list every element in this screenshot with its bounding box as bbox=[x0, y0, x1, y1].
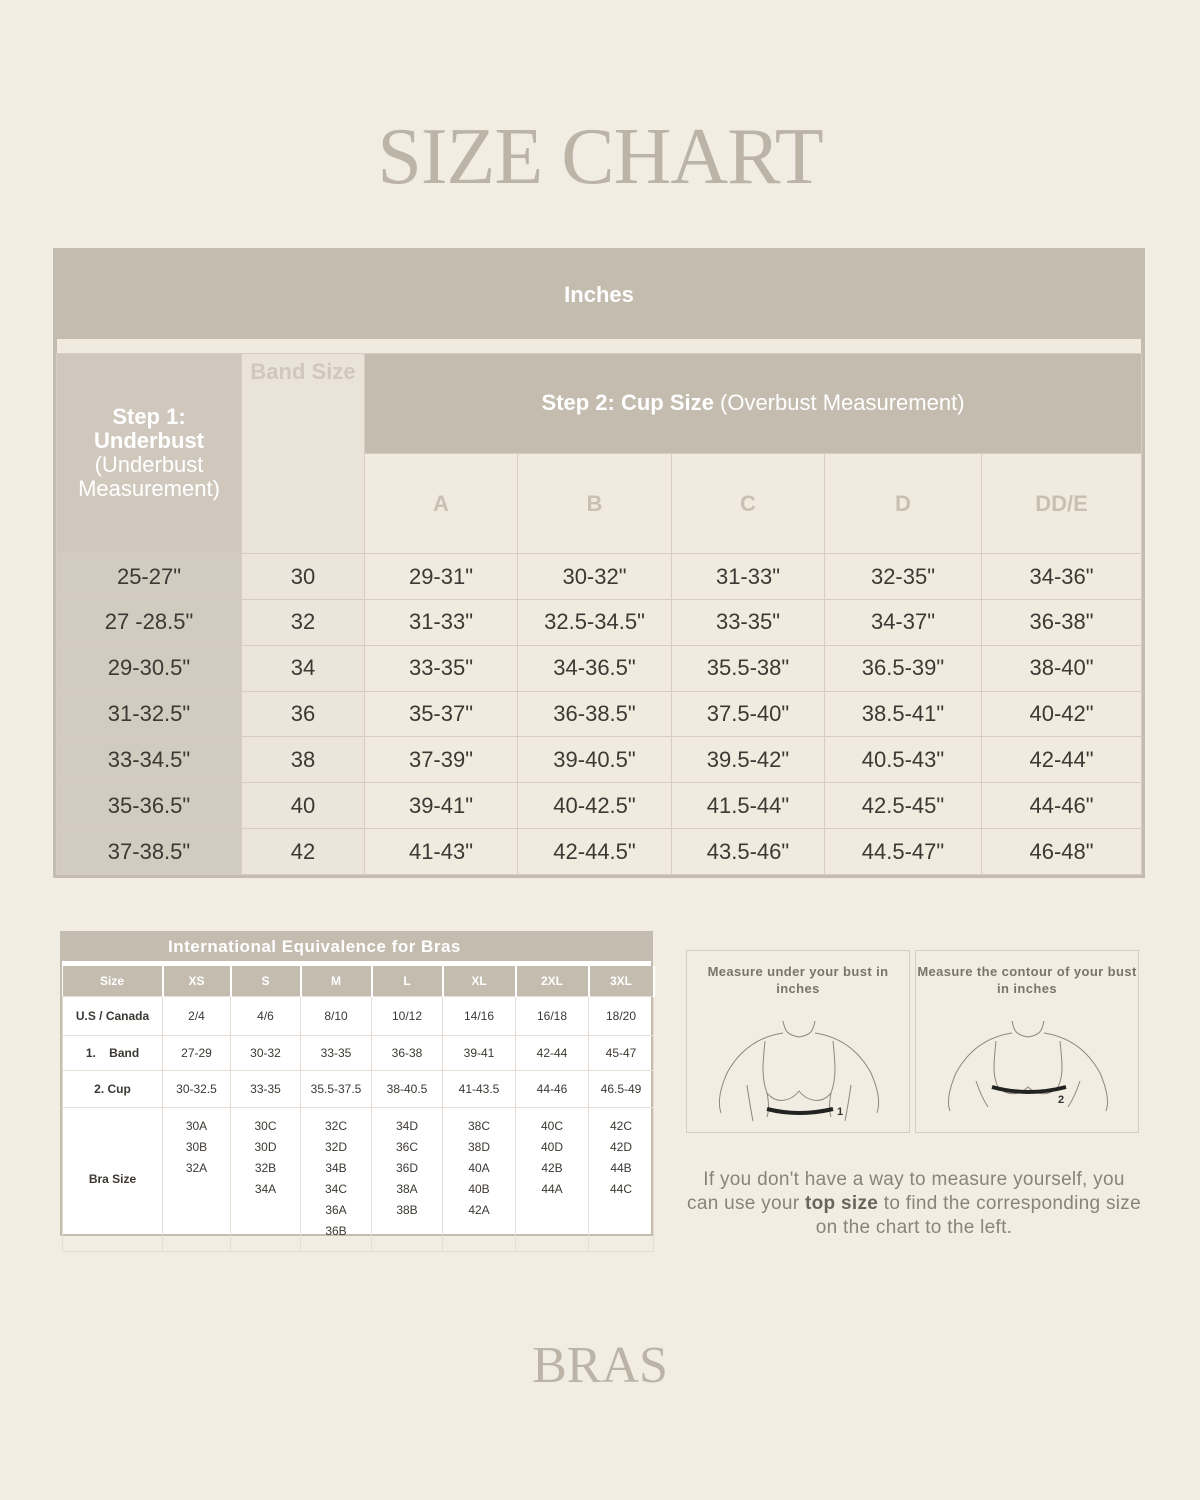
size-row bbox=[57, 645, 1142, 691]
cup-size-cell: 34-36.5" bbox=[518, 645, 672, 691]
step2-header bbox=[365, 353, 1142, 453]
intl-cell: 45-47 bbox=[589, 1036, 654, 1071]
intl-size-header: 2XL bbox=[516, 966, 589, 997]
band-size-cell: 38 bbox=[242, 737, 365, 783]
intl-cell: 42-44 bbox=[516, 1036, 589, 1071]
cup-size-cell: 32.5-34.5" bbox=[518, 599, 672, 645]
intl-cell: 39-41 bbox=[443, 1036, 516, 1071]
cup-header: B bbox=[518, 453, 672, 553]
cup-size-cell: 37.5-40" bbox=[672, 691, 825, 737]
intl-row-label: Bra Size bbox=[63, 1108, 163, 1252]
cup-size-cell: 39-40.5" bbox=[518, 737, 672, 783]
intl-cell: 41-43.5 bbox=[443, 1071, 516, 1108]
bra-size: 30B bbox=[185, 1140, 208, 1154]
note-text-end: to find the corresponding size on the chart to the left. bbox=[815, 1193, 1141, 1238]
cup-size-cell: 34-36" bbox=[982, 554, 1142, 600]
band-size-cell: 42 bbox=[242, 829, 365, 875]
intl-cell: 10/12 bbox=[372, 997, 443, 1036]
cup-size-cell: 41.5-44" bbox=[672, 783, 825, 829]
cup-size-cell: 43.5-46" bbox=[672, 829, 825, 875]
underbust-cell: 33-34.5" bbox=[57, 737, 242, 783]
intl-row bbox=[63, 1071, 654, 1108]
cup-size-cell: 46-48" bbox=[982, 829, 1142, 875]
note-emphasis: top size bbox=[805, 1193, 879, 1214]
bra-size: 34B bbox=[325, 1161, 347, 1175]
intl-cell: 14/16 bbox=[443, 997, 516, 1036]
intl-size-header: M bbox=[301, 966, 372, 997]
intl-cell: 8/10 bbox=[301, 997, 372, 1036]
bra-size: 36D bbox=[395, 1161, 418, 1175]
intl-cell: 46.5-49 bbox=[589, 1071, 654, 1108]
cup-size-cell: 38-40" bbox=[982, 645, 1142, 691]
size-row bbox=[57, 691, 1142, 737]
cup-size-cell: 29-31" bbox=[365, 554, 518, 600]
intl-row bbox=[63, 997, 654, 1036]
step2-subtitle: (Overbust Measurement) bbox=[720, 390, 965, 416]
intl-cell: 16/18 bbox=[516, 997, 589, 1036]
cup-header: DD/E bbox=[982, 453, 1142, 553]
bra-size: 42D bbox=[609, 1140, 632, 1154]
intl-row-label: 1. Band bbox=[63, 1036, 163, 1071]
intl-size-header: XS bbox=[163, 966, 231, 997]
bra-size: 32C bbox=[324, 1119, 347, 1133]
measure-underbust-box bbox=[686, 950, 910, 1133]
cup-header: D bbox=[825, 453, 982, 553]
bra-size: 34D bbox=[395, 1119, 418, 1133]
intl-cell: 35.5-37.5 bbox=[301, 1071, 372, 1108]
marker-label: 1 bbox=[837, 1106, 844, 1118]
bra-size: 40A bbox=[468, 1161, 490, 1175]
bra-size-cell bbox=[163, 1108, 231, 1252]
underbust-cell: 25-27" bbox=[57, 554, 242, 600]
unit-header: Inches bbox=[57, 252, 1142, 339]
note-text-start: If you don't have a way to measure yourself, you can use your bbox=[687, 1169, 1125, 1214]
intl-size-header: Size bbox=[63, 966, 163, 997]
bra-size: 34C bbox=[324, 1182, 347, 1196]
intl-size-header: 3XL bbox=[589, 966, 654, 997]
underbust-cell: 29-30.5" bbox=[57, 645, 242, 691]
cup-size-cell: 42-44.5" bbox=[518, 829, 672, 875]
cup-size-cell: 32-35" bbox=[825, 554, 982, 600]
step2-title: Step 2: Cup Size bbox=[541, 390, 714, 416]
marker-label: 2 bbox=[1058, 1094, 1065, 1106]
bra-size: 30A bbox=[185, 1119, 208, 1133]
cup-size-cell: 40-42" bbox=[982, 691, 1142, 737]
intl-cell: 44-46 bbox=[516, 1071, 589, 1108]
intl-cell: 38-40.5 bbox=[372, 1071, 443, 1108]
bra-size: 42B bbox=[541, 1161, 563, 1175]
cup-size-cell: 39.5-42" bbox=[672, 737, 825, 783]
step1-header bbox=[57, 353, 242, 553]
measure-caption: Measure under your bust in inches bbox=[707, 964, 889, 996]
bra-size: 44C bbox=[609, 1182, 632, 1196]
bra-size: 32A bbox=[185, 1161, 208, 1175]
intl-size-header: XL bbox=[443, 966, 516, 997]
cup-size-cell: 35.5-38" bbox=[672, 645, 825, 691]
category-footer: BRAS bbox=[532, 1337, 668, 1394]
cup-size-cell: 42.5-45" bbox=[825, 783, 982, 829]
bra-size-cell bbox=[231, 1108, 301, 1252]
cup-size-cell: 42-44" bbox=[982, 737, 1142, 783]
intl-cell: 30-32 bbox=[231, 1036, 301, 1071]
cup-header: A bbox=[365, 453, 518, 553]
intl-size-header: L bbox=[372, 966, 443, 997]
bra-size: 40C bbox=[540, 1119, 563, 1133]
underbust-cell: 37-38.5" bbox=[57, 829, 242, 875]
underbust-cell: 31-32.5" bbox=[57, 691, 242, 737]
cup-size-cell: 44.5-47" bbox=[825, 829, 982, 875]
bra-size: 40B bbox=[468, 1182, 490, 1196]
band-size-cell: 40 bbox=[242, 783, 365, 829]
intl-row bbox=[63, 1036, 654, 1071]
bra-size: 40D bbox=[540, 1140, 563, 1154]
bra-size-cell bbox=[443, 1108, 516, 1252]
intl-cell: 27-29 bbox=[163, 1036, 231, 1071]
bra-size: 38D bbox=[467, 1140, 490, 1154]
band-size-cell: 32 bbox=[242, 599, 365, 645]
cup-size-cell: 31-33" bbox=[672, 554, 825, 600]
intl-cell: 33-35 bbox=[231, 1071, 301, 1108]
cup-size-cell: 33-35" bbox=[672, 599, 825, 645]
step1-subtitle: (Underbust Measurement) bbox=[78, 452, 220, 502]
intl-cell: 33-35 bbox=[301, 1036, 372, 1071]
measurement-note bbox=[686, 1168, 1142, 1240]
intl-row-label: 2. Cup bbox=[63, 1071, 163, 1108]
cup-size-cell: 39-41" bbox=[365, 783, 518, 829]
bra-size-cell bbox=[589, 1108, 654, 1252]
contour-figure-icon bbox=[916, 1021, 1140, 1131]
intl-row-label: U.S / Canada bbox=[63, 997, 163, 1036]
intl-row bbox=[63, 1108, 654, 1252]
measure-caption: Measure the contour of your bust in inches bbox=[917, 964, 1137, 996]
size-row bbox=[57, 599, 1142, 645]
bra-size: 30C bbox=[254, 1119, 277, 1133]
size-row bbox=[57, 554, 1142, 600]
cup-size-cell: 35-37" bbox=[365, 691, 518, 737]
cup-size-cell: 36.5-39" bbox=[825, 645, 982, 691]
bra-size-cell bbox=[372, 1108, 443, 1252]
cup-size-cell: 40.5-43" bbox=[825, 737, 982, 783]
underbust-figure-icon bbox=[687, 1021, 911, 1131]
band-size-cell: 30 bbox=[242, 554, 365, 600]
intl-cell: 36-38 bbox=[372, 1036, 443, 1071]
bra-size: 30D bbox=[254, 1140, 277, 1154]
international-equivalence-table bbox=[60, 931, 653, 1236]
header-gap bbox=[57, 338, 1142, 353]
page-title: SIZE CHART bbox=[377, 113, 823, 201]
cup-size-cell: 33-35" bbox=[365, 645, 518, 691]
cup-size-cell: 36-38.5" bbox=[518, 691, 672, 737]
intl-cell: 4/6 bbox=[231, 997, 301, 1036]
band-size-header: Band Size bbox=[242, 353, 365, 553]
cup-size-cell: 36-38" bbox=[982, 599, 1142, 645]
bra-size: 34A bbox=[254, 1182, 277, 1196]
cup-header: C bbox=[672, 453, 825, 553]
bra-size: 44B bbox=[610, 1161, 632, 1175]
size-row bbox=[57, 737, 1142, 783]
bra-size: 36A bbox=[325, 1203, 347, 1217]
intl-cell: 18/20 bbox=[589, 997, 654, 1036]
bra-size-cell bbox=[301, 1108, 372, 1252]
bra-size: 32B bbox=[254, 1161, 277, 1175]
cup-size-cell: 34-37" bbox=[825, 599, 982, 645]
size-row bbox=[57, 829, 1142, 875]
cup-size-cell: 40-42.5" bbox=[518, 783, 672, 829]
bra-size: 44A bbox=[541, 1182, 563, 1196]
measure-contour-box bbox=[915, 950, 1139, 1133]
cup-size-cell: 37-39" bbox=[365, 737, 518, 783]
intl-table-title: International Equivalence for Bras bbox=[62, 933, 651, 961]
cup-size-cell: 44-46" bbox=[982, 783, 1142, 829]
bra-size: 38B bbox=[396, 1203, 418, 1217]
band-size-cell: 36 bbox=[242, 691, 365, 737]
cup-size-cell: 41-43" bbox=[365, 829, 518, 875]
bra-size: 32D bbox=[324, 1140, 347, 1154]
intl-cell: 30-32.5 bbox=[163, 1071, 231, 1108]
bra-size-cell bbox=[516, 1108, 589, 1252]
inches-size-table bbox=[56, 251, 1141, 875]
bra-size: 36C bbox=[395, 1140, 418, 1154]
underbust-cell: 35-36.5" bbox=[57, 783, 242, 829]
intl-size-header: S bbox=[231, 966, 301, 997]
underbust-cell: 27 -28.5" bbox=[57, 599, 242, 645]
intl-cell: 2/4 bbox=[163, 997, 231, 1036]
step1-title: Step 1: Underbust bbox=[94, 404, 204, 454]
size-row bbox=[57, 783, 1142, 829]
bra-size: 38A bbox=[396, 1182, 418, 1196]
cup-size-cell: 38.5-41" bbox=[825, 691, 982, 737]
bra-size: 36B bbox=[325, 1224, 347, 1238]
bra-size: 42A bbox=[468, 1203, 490, 1217]
bra-size: 42C bbox=[609, 1119, 632, 1133]
bra-size: 38C bbox=[467, 1119, 490, 1133]
band-size-cell: 34 bbox=[242, 645, 365, 691]
cup-size-cell: 31-33" bbox=[365, 599, 518, 645]
cup-size-cell: 30-32" bbox=[518, 554, 672, 600]
